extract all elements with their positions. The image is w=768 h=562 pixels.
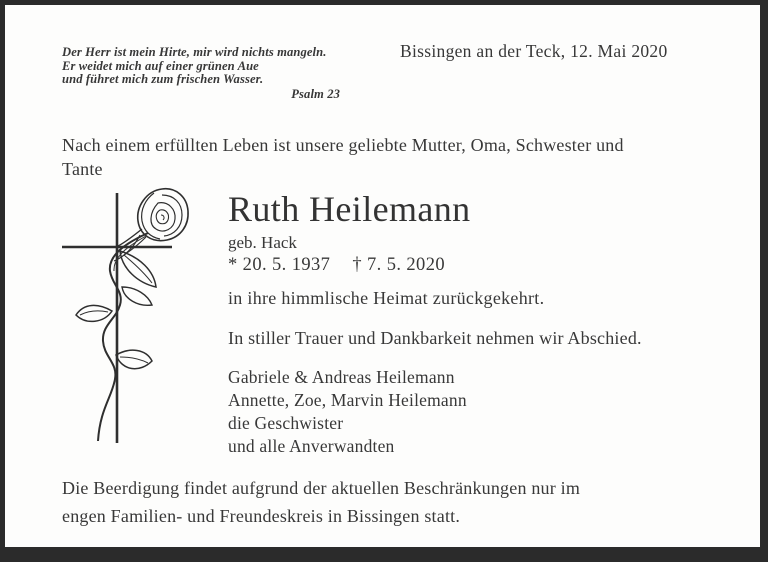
psalm-line: Er weidet mich auf einer grünen Aue [62,58,259,73]
mourners-list [228,366,467,458]
farewell-line: In stiller Trauer und Dankbarkeit nehmen wir Abschied. [228,328,642,348]
mourner-line: Gabriele & Andreas Heilemann [228,367,455,387]
psalm-line: Der Herr ist mein Hirte, mir wird nichts mangeln. [62,45,327,59]
mourner-line: die Geschwister [228,413,344,433]
maiden-name: geb. Hack [228,233,297,252]
mourner-line: und alle Anverwandten [228,436,395,456]
funeral-notice [62,475,752,530]
psalm-attribution: Psalm 23 [291,87,340,102]
funeral-line: Die Beerdigung findet aufgrund der aktuellen Beschränkungen nur im [62,478,581,498]
cross-with-rose-icon [50,183,190,453]
intro-text [62,134,742,181]
birth-date: * 20. 5. 1937 [228,255,331,275]
returned-line: in ihre himmlische Heimat zurückgekehrt. [228,288,545,308]
life-dates [228,255,445,276]
deceased-name: Ruth Heilemann [228,189,471,229]
psalm-quote [62,46,348,102]
intro-line: Nach einem erfüllten Leben ist unsere geliebte Mutter, Oma, Schwester und [62,135,624,155]
mourner-line: Annette, Zoe, Marvin Heilemann [228,390,467,410]
place-and-date: Bissingen an der Teck, 12. Mai 2020 [400,41,668,61]
psalm-line: und führet mich zum frischen Wasser. [62,72,264,87]
funeral-line: engen Familien- und Freundeskreis in Bissingen statt. [62,505,461,526]
intro-line: Tante [62,158,103,179]
death-date: † 7. 5. 2020 [352,255,446,275]
